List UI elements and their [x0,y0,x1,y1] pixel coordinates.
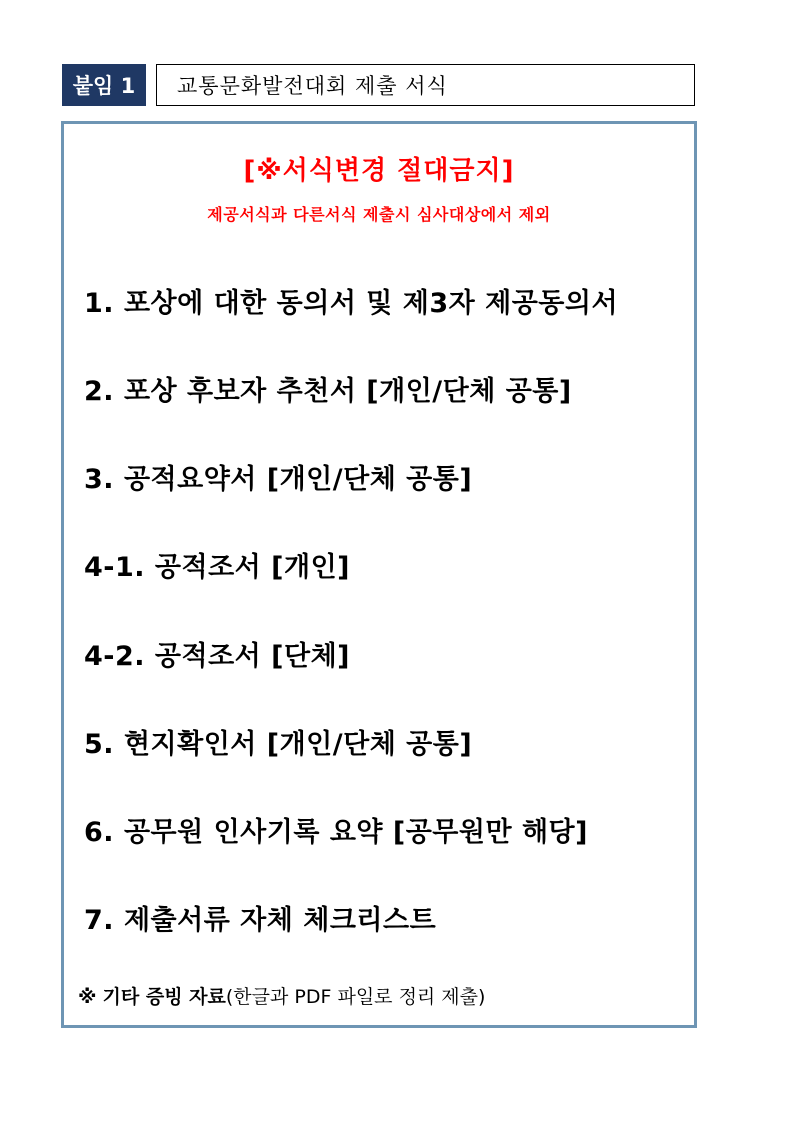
document-title: 교통문화발전대회 제출 서식 [156,64,695,106]
header [62,64,695,106]
note-mark: ※ [78,986,97,1008]
note-bold-label: 기타 증빙 자료 [102,986,226,1008]
warning-title: [※서식변경 절대금지] [243,156,515,186]
list-item: 6. 공무원 인사기록 요약 [공무원만 해당] [84,817,588,848]
content-frame [61,121,697,1028]
list-item: 2. 포상 후보자 추천서 [개인/단체 공통] [84,376,572,407]
warning-subtitle: 제공서식과 다른서식 제출시 심사대상에서 제외 [207,205,551,224]
note-line [78,982,485,1009]
list-item: 4-2. 공적조서 [단체] [84,641,351,672]
list-item: 1. 포상에 대한 동의서 및 제3자 제공동의서 [84,288,619,319]
list-item: 3. 공적요약서 [개인/단체 공통] [84,464,473,495]
attachment-badge: 붙임 1 [62,64,146,106]
note-detail: (한글과 PDF 파일로 정리 제출) [225,986,486,1008]
list-item: 5. 현지확인서 [개인/단체 공통] [84,729,473,760]
list-item: 7. 제출서류 자체 체크리스트 [84,905,437,936]
list-item: 4-1. 공적조서 [개인] [84,552,351,583]
